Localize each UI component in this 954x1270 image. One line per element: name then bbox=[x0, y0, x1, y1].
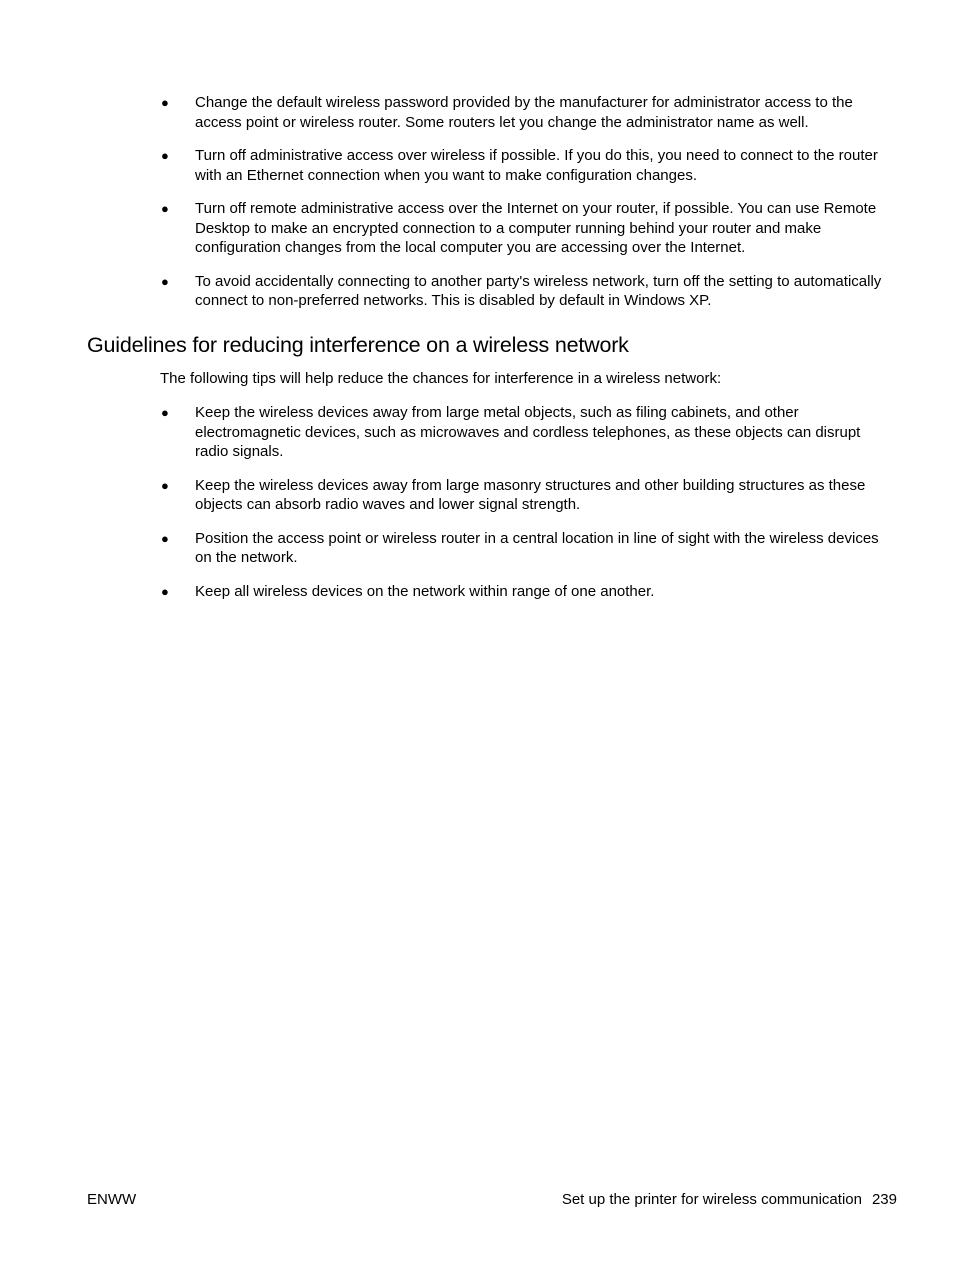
bullet-icon: ● bbox=[161, 583, 169, 599]
list-item-text: Position the access point or wireless router in a central location in line of sight with the wireless devices on the network. bbox=[195, 529, 879, 566]
list-item bbox=[160, 146, 885, 185]
footer-left-label: ENWW bbox=[87, 1191, 137, 1208]
list-item bbox=[160, 93, 885, 132]
list-item-text: Keep the wireless devices away from large metal objects, such as filing cabinets, and other electromagnetic devices, such as microwaves and cordless telephones, as these objects can disrupt radio signals. bbox=[195, 404, 861, 460]
list-item-text: Keep the wireless devices away from large masonry structures and other building structures as these objects can absorb radio waves and lower signal strength. bbox=[195, 476, 866, 513]
list-item-text: Turn off remote administrative access over the Internet on your router, if possible. You can use Remote Desktop to make an encrypted connection to a computer running behind your router and make configuration changes from the local computer you are accessing over the Internet. bbox=[195, 200, 877, 256]
list-item-text: Turn off administrative access over wireless if possible. If you do this, you need to connect to the router with an Ethernet connection when you want to make configuration changes. bbox=[195, 147, 878, 184]
bullet-icon: ● bbox=[161, 273, 169, 289]
list-item-text: Change the default wireless password provided by the manufacturer for administrator access to the access point or wireless router. Some routers let you change the administrator name as well. bbox=[195, 94, 853, 131]
bullet-icon: ● bbox=[161, 148, 169, 163]
bullet-icon: ● bbox=[161, 530, 169, 546]
footer-right bbox=[562, 1190, 897, 1209]
security-tips-list bbox=[160, 93, 885, 325]
list-item bbox=[160, 199, 885, 258]
list-item bbox=[160, 582, 885, 602]
footer-chapter-title: Set up the printer for wireless communication bbox=[561, 1191, 862, 1208]
section-heading: Guidelines for reducing interference on a wireless network bbox=[87, 333, 629, 357]
bullet-icon: ● bbox=[161, 201, 169, 216]
list-item-text: To avoid accidentally connecting to another party's wireless network, turn off the setting to automatically connect to non-preferred networks. This is disabled by default in Windows XP. bbox=[195, 272, 882, 309]
bullet-icon: ● bbox=[161, 477, 169, 493]
list-item bbox=[160, 403, 885, 462]
bullet-icon: ● bbox=[161, 95, 169, 110]
interference-tips-list bbox=[160, 403, 885, 615]
list-item bbox=[160, 272, 885, 311]
list-item bbox=[160, 476, 885, 515]
bullet-icon: ● bbox=[161, 405, 169, 420]
list-item-text: Keep all wireless devices on the network within range of one another. bbox=[195, 582, 655, 600]
list-item bbox=[160, 529, 885, 568]
page-number: 239 bbox=[871, 1191, 897, 1208]
section-intro: The following tips will help reduce the chances for interference in a wireless network: bbox=[160, 370, 722, 387]
